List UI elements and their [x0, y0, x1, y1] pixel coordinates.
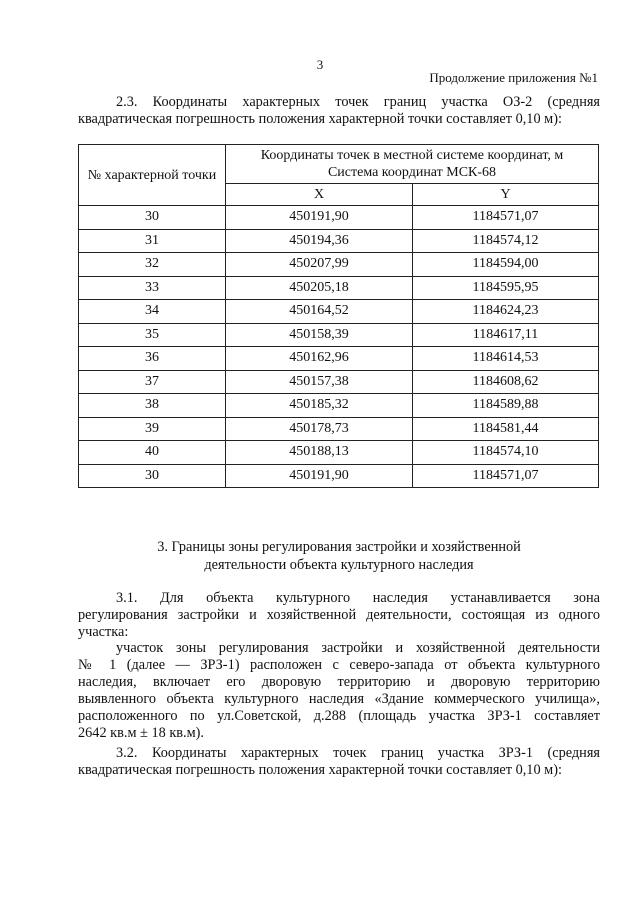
table-row [79, 323, 599, 347]
table-row [79, 417, 599, 441]
coord-x: 450178,73 [226, 417, 413, 441]
appendix-continuation-header: Продолжение приложения №1 [429, 70, 598, 85]
section-3-2-line-1: 3.2. Координаты характерных точек границ участка ЗРЗ-1 (средняя [116, 745, 600, 761]
table-row [79, 253, 599, 277]
table-row [79, 229, 599, 253]
section-2-3-line-1: 2.3. Координаты характерных точек границ участка ОЗ-2 (средняя [116, 94, 600, 110]
coord-y: 1184589,88 [413, 394, 599, 418]
section-3-title-line-2: деятельности объекта культурного наследия [204, 557, 474, 573]
zone-line-3: наследия, включает его дворовую территорию и дворовую территорию [78, 674, 600, 690]
table-row [79, 347, 599, 371]
point-number: 32 [79, 253, 226, 277]
point-number: 35 [79, 323, 226, 347]
header-x: X [226, 184, 413, 206]
coord-y: 1184594,00 [413, 253, 599, 277]
header-coordinate-line-2: Система координат МСК-68 [327, 165, 497, 180]
coord-x: 450188,13 [226, 441, 413, 465]
coord-y: 1184624,23 [413, 300, 599, 324]
zone-line-5: расположенного по ул.Советской, д.288 (площадь участка ЗРЗ-1 составляет [78, 708, 600, 724]
coordinates-table-oz2 [78, 144, 599, 488]
coord-x: 450205,18 [226, 276, 413, 300]
coord-x: 450162,96 [226, 347, 413, 371]
section-2-3-line-2: квадратическая погрешность положения характерной точки составляет 0,10 м): [78, 111, 562, 127]
table-row [79, 370, 599, 394]
coord-x: 450185,32 [226, 394, 413, 418]
point-number: 39 [79, 417, 226, 441]
header-y: Y [413, 184, 599, 206]
coord-x: 450191,90 [226, 464, 413, 488]
coord-y: 1184581,44 [413, 417, 599, 441]
coord-x: 450194,36 [226, 229, 413, 253]
table-row [79, 206, 599, 230]
point-number: 37 [79, 370, 226, 394]
zone-line-1: участок зоны регулирования застройки и хозяйственной деятельности [116, 640, 600, 656]
section-3-2-paragraph [78, 745, 600, 779]
section-3-1-line-3: участка: [78, 624, 129, 640]
section-3-title [78, 538, 600, 574]
section-2-3-paragraph [78, 94, 600, 128]
header-coordinate-line-1: Координаты точек в местной системе координат, м [260, 148, 564, 163]
point-number: 34 [79, 300, 226, 324]
coord-y: 1184595,95 [413, 276, 599, 300]
point-number: 40 [79, 441, 226, 465]
zone-line-4: выявленного объекта культурного наследия «Здание коммерческого училища», [78, 691, 600, 707]
coord-y: 1184608,62 [413, 370, 599, 394]
point-number: 31 [79, 229, 226, 253]
coord-y: 1184571,07 [413, 206, 599, 230]
coord-y: 1184614,53 [413, 347, 599, 371]
point-number: 38 [79, 394, 226, 418]
section-3-2-line-2: квадратическая погрешность положения характерной точки составляет 0,10 м): [78, 762, 562, 778]
point-number: 30 [79, 206, 226, 230]
point-number: 33 [79, 276, 226, 300]
table-row [79, 441, 599, 465]
coord-x: 450157,38 [226, 370, 413, 394]
section-3-1-line-2: регулирования застройки и хозяйственной деятельности, состоящая из одного [78, 607, 600, 623]
coord-x: 450158,39 [226, 323, 413, 347]
table-row [79, 394, 599, 418]
section-3-1-paragraph [78, 590, 600, 641]
zone-zrz1-paragraph [78, 640, 600, 742]
zone-line-2: № 1 (далее — ЗРЗ-1) расположен с северо-запада от объекта культурного [78, 657, 600, 673]
section-3-title-line-1: 3. Границы зоны регулирования застройки и хозяйственной [157, 539, 521, 555]
coord-y: 1184617,11 [413, 323, 599, 347]
header-coordinate-system [226, 145, 599, 184]
coord-y: 1184571,07 [413, 464, 599, 488]
coord-x: 450191,90 [226, 206, 413, 230]
zone-line-6: 2642 кв.м ± 18 кв.м). [78, 725, 205, 741]
header-point-number: № характерной точки [79, 145, 226, 206]
table-row [79, 464, 599, 488]
coord-x: 450207,99 [226, 253, 413, 277]
section-3-1-line-1: 3.1. Для объекта культурного наследия устанавливается зона [116, 590, 600, 606]
table-row [79, 300, 599, 324]
coord-x: 450164,52 [226, 300, 413, 324]
table-row [79, 276, 599, 300]
coord-y: 1184574,12 [413, 229, 599, 253]
point-number: 30 [79, 464, 226, 488]
page-number: 3 [316, 57, 324, 72]
point-number: 36 [79, 347, 226, 371]
coord-y: 1184574,10 [413, 441, 599, 465]
